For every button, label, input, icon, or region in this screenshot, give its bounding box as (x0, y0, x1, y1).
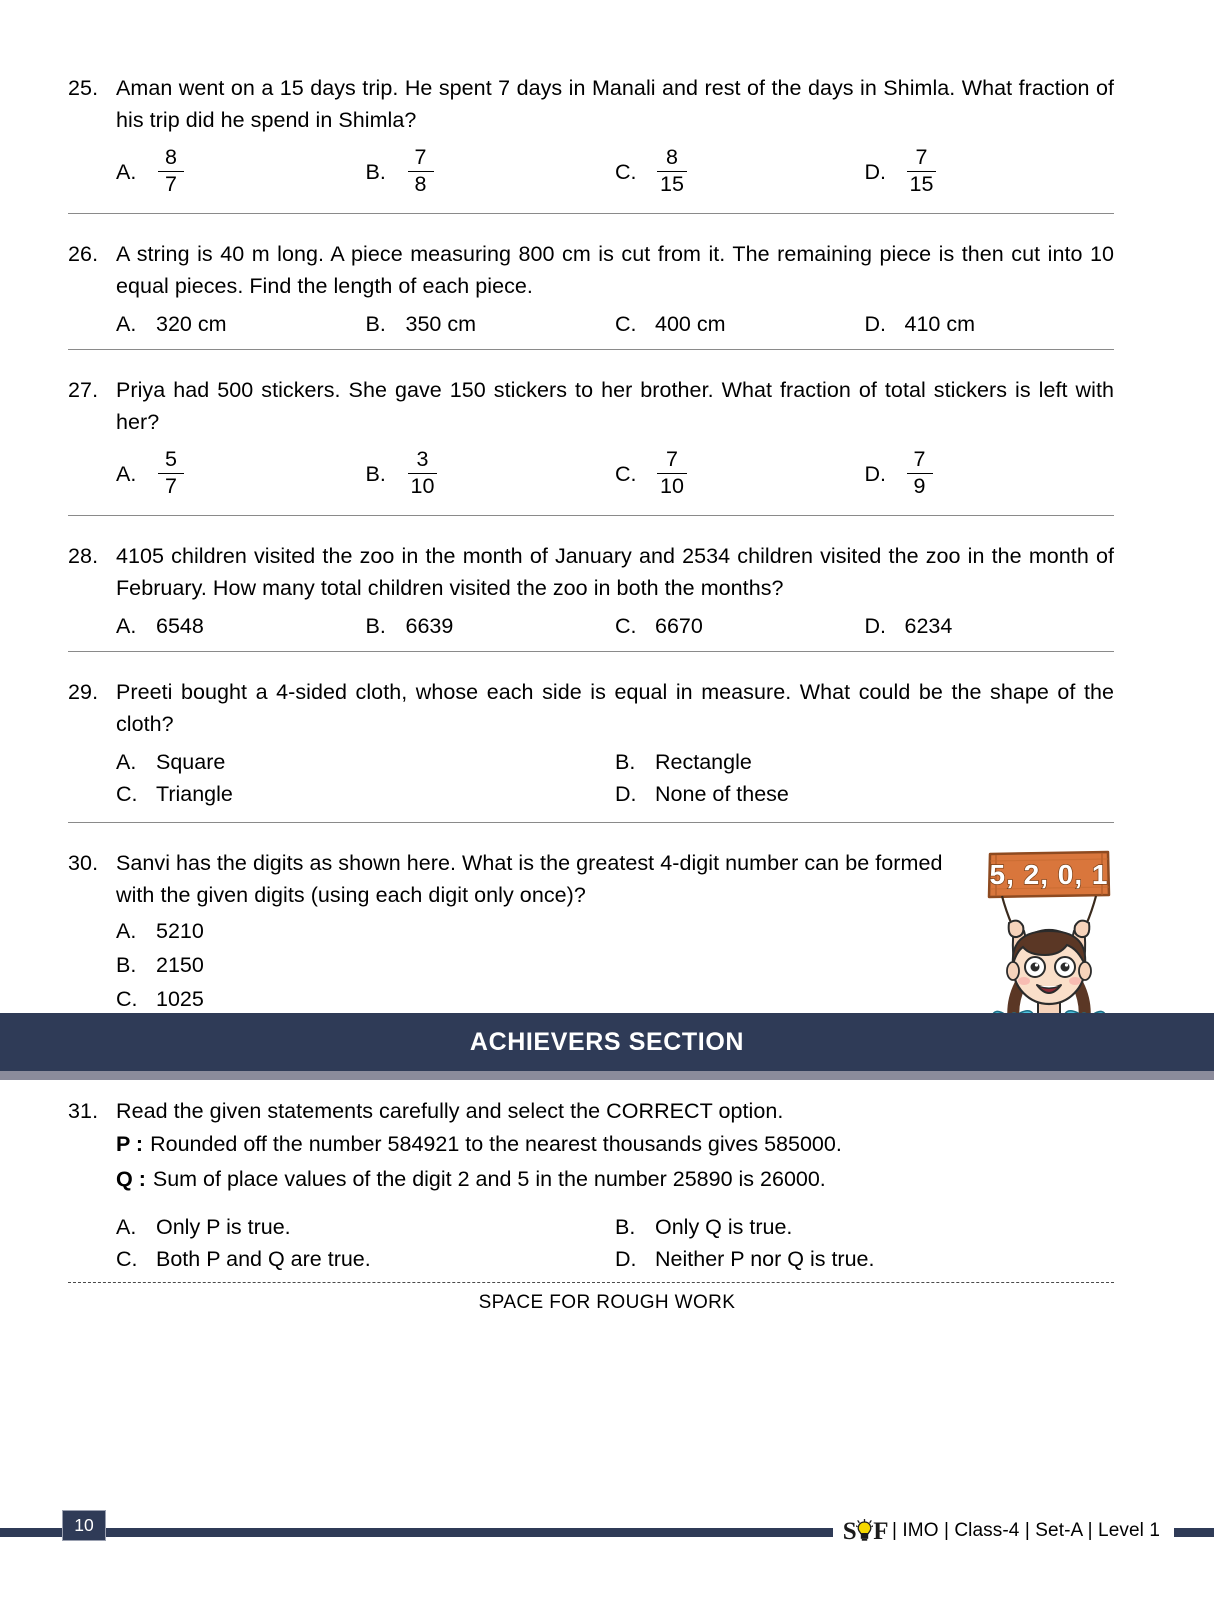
banner-shadow (0, 1071, 1214, 1080)
question-text: 4105 children visited the zoo in the month of January and 2534 children visited the zoo in the month of February. How many total children visited the zoo in both the months? (116, 544, 1114, 600)
option-label: C. (615, 462, 637, 486)
option-d[interactable] (615, 1243, 1114, 1275)
fraction-value (158, 147, 184, 195)
option-a[interactable] (116, 147, 366, 195)
rough-work-label: SPACE FOR ROUGH WORK (478, 1292, 736, 1313)
footer-breadcrumb: | IMO | Class-4 | Set-A | Level 1 (891, 1520, 1160, 1541)
option-value: None of these (655, 782, 789, 806)
sof-logo-s: S (842, 1517, 857, 1545)
option-label: A. (116, 1215, 137, 1239)
question-text: Read the given statements carefully and select the CORRECT option. (116, 1099, 784, 1123)
option-c[interactable] (615, 147, 865, 195)
fraction-value (657, 449, 687, 497)
fraction-value (408, 449, 438, 497)
option-label: B. (615, 750, 636, 774)
option-value: 410 cm (904, 312, 976, 336)
option-a[interactable] (116, 915, 968, 947)
question-number: 25. (68, 76, 99, 100)
option-b[interactable] (366, 449, 616, 497)
wooden-sign (989, 852, 1109, 897)
statement-q (68, 1162, 1114, 1197)
options-grid (68, 746, 1114, 810)
option-label: B. (615, 1215, 636, 1239)
option-value: 6670 (655, 614, 703, 638)
denominator: 9 (913, 473, 926, 498)
option-b[interactable] (366, 308, 616, 340)
statement-p (68, 1127, 1114, 1162)
numerator: 7 (915, 145, 928, 169)
question-26 (68, 224, 1114, 360)
options-row (68, 610, 1114, 642)
option-a[interactable] (116, 449, 366, 497)
option-c[interactable] (116, 983, 968, 1015)
option-label: D. (615, 1247, 637, 1271)
option-d[interactable] (865, 308, 1115, 340)
option-d[interactable] (865, 610, 1115, 642)
question-number: 27. (68, 378, 99, 402)
option-value: 320 cm (156, 312, 227, 336)
options-row (68, 138, 1114, 204)
sof-logo (843, 1517, 888, 1546)
option-b[interactable] (366, 610, 616, 642)
question-text: Priya had 500 stickers. She gave 150 stickers to her brother. What fraction of total stickers is left with her? (116, 378, 1114, 434)
divider (68, 822, 1114, 823)
option-d[interactable] (865, 449, 1115, 497)
options-grid (68, 1211, 1114, 1275)
option-label: C. (116, 782, 138, 806)
denominator: 7 (165, 171, 177, 196)
option-value: 1025 (156, 987, 204, 1011)
achievers-section-banner (0, 1013, 1214, 1071)
option-label: C. (615, 312, 637, 336)
option-b[interactable] (366, 147, 616, 195)
fraction-value (158, 449, 184, 497)
statement-key: Q : (116, 1167, 146, 1191)
numerator: 8 (665, 145, 678, 169)
options-row (68, 308, 1114, 340)
fraction-value (907, 449, 933, 497)
option-a[interactable] (116, 610, 366, 642)
option-label: B. (365, 462, 386, 486)
footer-branding (833, 1515, 1174, 1547)
option-label: B. (365, 614, 386, 638)
option-label: C. (615, 160, 637, 184)
divider (68, 213, 1114, 214)
option-c[interactable] (615, 449, 865, 497)
option-value: 6548 (156, 614, 204, 638)
question-text: Sanvi has the digits as shown here. What is the greatest 4-digit number can be formed with the given digits (using each digit only once)? (116, 851, 943, 907)
achievers-section-title: ACHIEVERS SECTION (469, 1027, 745, 1056)
question-31 (68, 1095, 1114, 1285)
numerator: 5 (165, 447, 177, 471)
option-label: D. (864, 462, 886, 486)
option-d[interactable] (865, 147, 1115, 195)
option-value: Square (156, 750, 226, 774)
page-number-badge: 10 (62, 1510, 106, 1541)
option-label: D. (615, 782, 637, 806)
option-value: Only P is true. (156, 1215, 291, 1239)
option-label: C. (116, 987, 138, 1011)
option-c[interactable] (615, 308, 865, 340)
numerator: 3 (416, 447, 429, 471)
question-text: A string is 40 m long. A piece measuring 800 cm is cut from it. The remaining piece is then cut into 10 equal pieces. Find the length of each piece. (116, 242, 1114, 298)
option-d[interactable] (615, 778, 1114, 810)
svg-text:5, 2, 0, 1: 5, 2, 0, 1 (989, 859, 1109, 890)
denominator: 15 (909, 171, 934, 196)
question-text: Preeti bought a 4-sided cloth, whose each side is equal in measure. What could be the shape of the cloth? (116, 680, 1114, 736)
question-number: 28. (68, 544, 99, 568)
denominator: 15 (660, 171, 684, 196)
statement-key: P : (116, 1132, 144, 1156)
question-25 (68, 72, 1114, 224)
numerator: 8 (165, 145, 177, 169)
divider (68, 651, 1114, 652)
numerator: 7 (913, 447, 926, 471)
denominator: 8 (414, 171, 427, 196)
question-29 (68, 662, 1114, 833)
option-value: Only Q is true. (655, 1215, 793, 1239)
divider (68, 515, 1114, 516)
fraction-value (657, 147, 687, 195)
option-a[interactable] (116, 308, 366, 340)
option-label: B. (365, 160, 386, 184)
question-27 (68, 360, 1114, 526)
denominator: 7 (165, 473, 177, 498)
option-value: 6639 (405, 614, 454, 638)
option-value: Neither P nor Q is true. (655, 1247, 875, 1271)
option-label: A. (116, 614, 137, 638)
option-label: D. (864, 160, 886, 184)
question-28 (68, 526, 1114, 662)
option-value: Both P and Q are true. (156, 1247, 371, 1271)
numerator: 7 (665, 447, 678, 471)
question-number: 31. (68, 1099, 99, 1123)
option-label: B. (116, 953, 137, 977)
option-value: Triangle (156, 782, 233, 806)
lightbulb-icon (856, 1519, 873, 1541)
divider (68, 349, 1114, 350)
option-value: Rectangle (655, 750, 752, 774)
denominator: 10 (410, 473, 435, 498)
option-b[interactable] (615, 746, 1114, 778)
option-a[interactable] (116, 1211, 615, 1243)
option-label: D. (864, 614, 886, 638)
option-label: A. (116, 919, 137, 943)
option-a[interactable] (116, 746, 615, 778)
option-label: A. (116, 160, 137, 184)
option-value: 2150 (156, 953, 204, 977)
option-label: A. (116, 462, 137, 486)
question-text: Aman went on a 15 days trip. He spent 7 days in Manali and rest of the days in Shimla. What fraction of his trip did he spend in Shimla? (116, 76, 1114, 132)
option-b[interactable] (116, 949, 968, 981)
option-value: 5210 (156, 919, 204, 943)
option-c[interactable] (615, 610, 865, 642)
options-row (68, 440, 1114, 506)
option-c[interactable] (116, 1243, 615, 1275)
rough-work-divider (68, 1282, 1114, 1283)
option-value: 350 cm (405, 312, 477, 336)
sof-logo-f: F (873, 1517, 888, 1545)
questions-container (68, 72, 1114, 1064)
option-label: D. (864, 312, 886, 336)
option-label: A. (116, 750, 137, 774)
fraction-value (408, 147, 434, 195)
option-value: 6234 (904, 614, 953, 638)
option-b[interactable] (615, 1211, 1114, 1243)
question-number: 30. (68, 851, 99, 875)
statement-value: Rounded off the number 584921 to the nearest thousands gives 585000. (150, 1132, 842, 1156)
option-label: C. (116, 1247, 138, 1271)
option-label: B. (365, 312, 386, 336)
denominator: 10 (660, 473, 684, 498)
option-label: C. (615, 614, 637, 638)
option-c[interactable] (116, 778, 615, 810)
fraction-value (907, 147, 937, 195)
achievers-questions-container (68, 1095, 1114, 1285)
numerator: 7 (414, 145, 427, 169)
option-value: 400 cm (655, 312, 726, 336)
question-number: 29. (68, 680, 99, 704)
option-label: A. (116, 312, 137, 336)
question-number: 26. (68, 242, 99, 266)
statement-value: Sum of place values of the digit 2 and 5 in the number 25890 is 26000. (152, 1167, 826, 1191)
